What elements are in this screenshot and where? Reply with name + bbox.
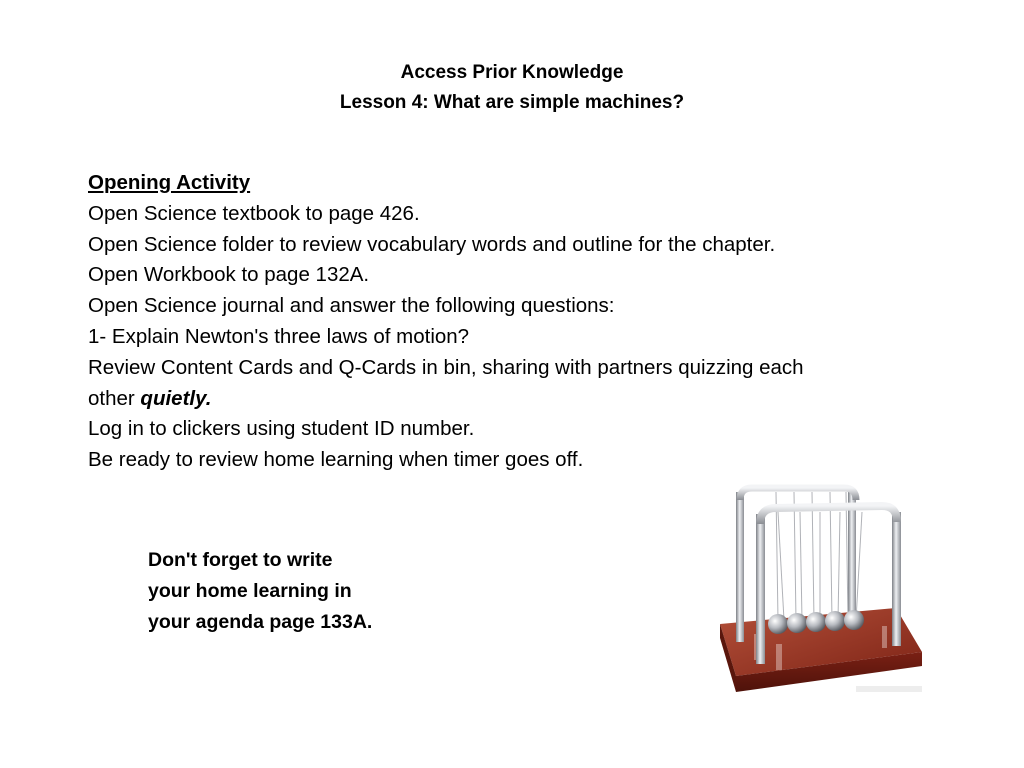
opening-activity [88,168,918,476]
home-learning-reminder [148,545,448,638]
reminder-line: your home learning in [148,580,352,602]
reminder-line: your agenda page 133A. [148,611,373,633]
activity-line: Open Science folder to review vocabulary words and outline for the chapter. [88,232,776,256]
activity-line: Log in to clickers using student ID number. [88,417,475,441]
activity-line: Review Content Cards and Q-Cards in bin, sharing with partners quizzing each [88,355,804,379]
newtons-cradle-image [706,476,932,706]
continuation-text: other [88,386,141,410]
emphasis-quietly: quietly. [140,386,212,410]
activity-line: Open Workbook to page 132A. [88,263,370,287]
title-line-1: Access Prior Knowledge [400,62,624,83]
opening-activity-heading: Opening Activity [88,171,251,194]
activity-line: Open Science journal and answer the following questions: [88,294,615,318]
activity-line-continuation [88,384,918,415]
activity-line: Be ready to review home learning when timer goes off. [88,448,584,472]
reminder-line: Don't forget to write [148,549,333,571]
title-line-2: Lesson 4: What are simple machines? [339,92,685,113]
slide-title [0,58,1024,118]
activity-line: 1- Explain Newton's three laws of motion? [88,324,470,348]
activity-line: Open Science textbook to page 426. [88,201,420,225]
